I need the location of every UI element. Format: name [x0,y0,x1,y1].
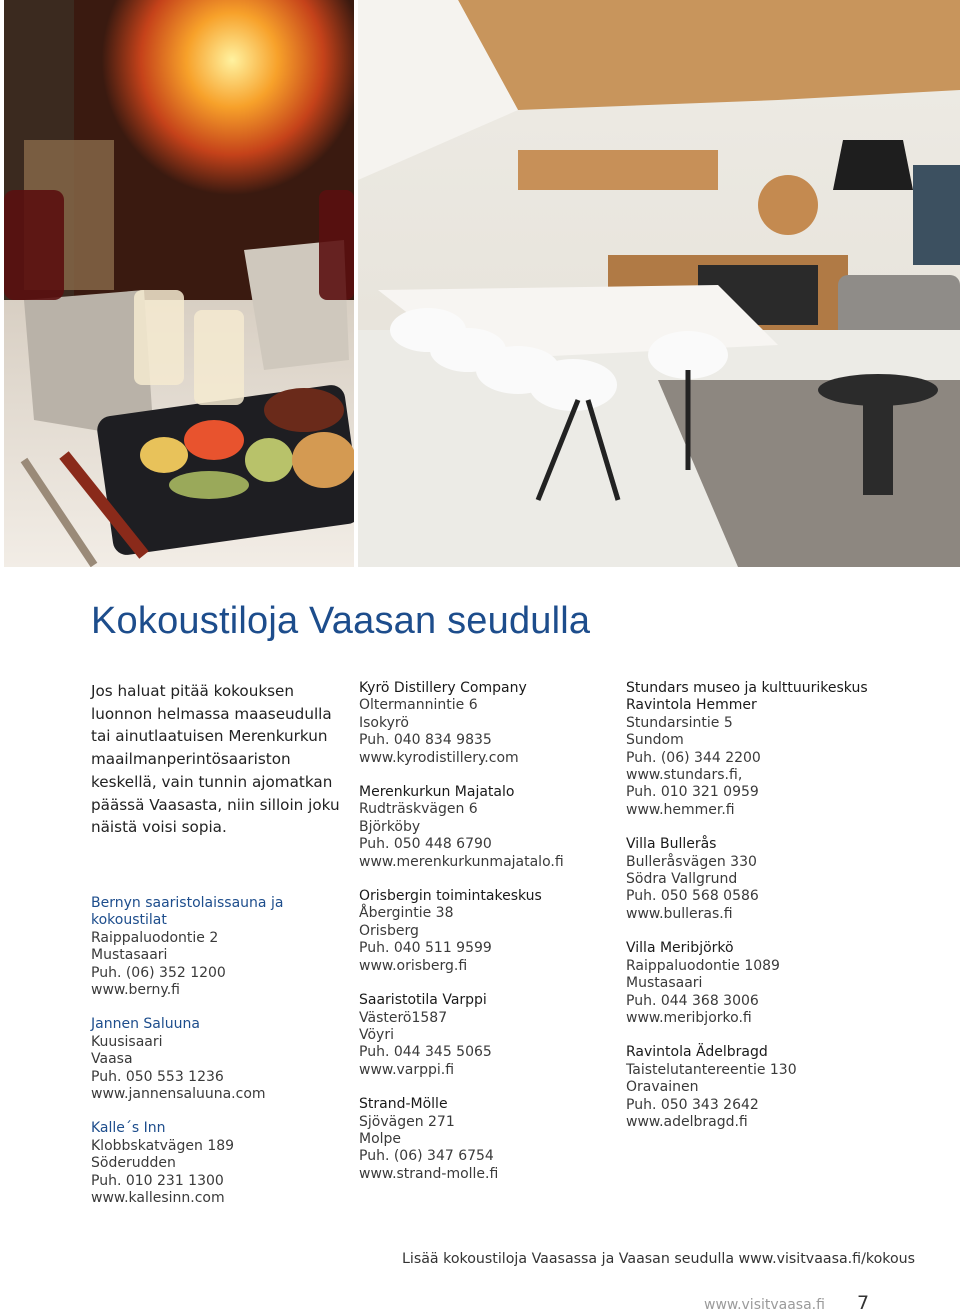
venue-detail-line: Vöyri [359,1026,394,1043]
venue-name: Saaristotila Varppi [359,992,487,1009]
venue-entry [626,836,876,923]
venue-entry [359,1096,609,1183]
venue-detail-line: Mustasaari [91,947,168,964]
venue-name: Villa Meribjörkö [626,940,734,957]
venue-entry [359,992,609,1079]
venue-website-link[interactable]: www.merenkurkunmajatalo.fi [359,853,564,870]
venue-website-link[interactable]: www.bulleras.fi [626,905,733,922]
venue-detail-line: Puh. (06) 352 1200 [91,964,226,981]
venue-entry [91,895,341,999]
venue-entry [626,680,876,819]
venue-detail-line: Kuusisaari [91,1033,163,1050]
meeting-room-photo [358,0,960,567]
venue-name: Kalle´s Inn [91,1120,166,1137]
venue-detail-line: Puh. 050 343 2642 [626,1096,759,1113]
venue-detail-line: Puh. 044 345 5065 [359,1044,492,1061]
venue-detail-line: Söderudden [91,1155,176,1172]
venue-detail-line: Puh. 044 368 3006 [626,992,759,1009]
venue-detail-line: Stundarsintie 5 [626,714,733,731]
venue-website-link[interactable]: www.orisberg.fi [359,957,468,974]
venue-detail-line: Puh. 050 553 1236 [91,1068,224,1085]
venue-name: Ravintola Ädelbragd [626,1044,768,1061]
venue-entry [91,1120,341,1207]
venue-website-link[interactable]: www.kyrodistillery.com [359,749,519,766]
venue-column-1 [91,680,341,1224]
venue-website-link[interactable]: www.hemmer.fi [626,801,735,818]
venue-detail-line: Puh. 010 231 1300 [91,1172,224,1189]
venue-detail-line: Puh. 050 568 0586 [626,888,759,905]
venue-name: Strand-Mölle [359,1096,448,1113]
venue-name: Bernyn saaristolaissauna ja kokoustilat [91,894,284,929]
venue-detail-line: Mustasaari [626,975,703,992]
venue-detail-line: Västerö1587 [359,1009,448,1026]
venue-detail-line: Rudträskvägen 6 [359,801,478,818]
venue-detail-line: Bulleråsvägen 330 [626,853,757,870]
venue-website-link[interactable]: www.kallesinn.com [91,1190,225,1207]
intro-paragraph: Jos haluat pitää kokouksen luonnon helmassa maaseudulla tai ainutlaatuisen Merenkurkun maailmanperintösaariston keskellä, vain tunnin ajomatkan päässä Vaasasta, niin silloin joku näistä voisi sopia. [91,682,340,837]
venue-detail-line: Puh. 040 511 9599 [359,940,492,957]
venue-website-link[interactable]: www.varppi.fi [359,1061,455,1078]
venue-detail-line: Sjövägen 271 [359,1113,455,1130]
venue-entry [359,680,609,767]
venue-detail-line: Vaasa [91,1051,133,1068]
footer-url[interactable]: www.visitvaasa.fi [704,1297,825,1313]
venue-name: Orisbergin toimintakeskus [359,888,542,905]
venue-detail-line: Isokyrö [359,714,409,731]
venue-detail-line: Oravainen [626,1079,699,1096]
venue-entry [359,784,609,871]
venue-detail-line: Orisberg [359,922,419,939]
venue-detail-line: Molpe [359,1130,402,1147]
venue-detail-line: Puh. 010 321 0959 [626,784,759,801]
venue-column-3 [626,680,876,1148]
venue-name: Kyrö Distillery Company [359,680,527,696]
venue-list [91,895,341,1208]
venue-detail-line: Raippaluodontie 1089 [626,957,780,974]
venue-detail-line: Södra Vallgrund [626,871,738,888]
venue-detail-line: Sundom [626,732,684,749]
venue-entry [91,1016,341,1103]
venue-detail-line: Puh. (06) 347 6754 [359,1148,494,1165]
venue-website-link[interactable]: www.stundars.fi, [626,767,743,784]
venue-entry [626,1044,876,1131]
venue-list [626,680,876,1131]
venue-detail-line: Puh. (06) 344 2200 [626,749,761,766]
venue-detail-line: Björköby [359,818,421,835]
venue-website-link[interactable]: www.berny.fi [91,981,180,998]
venue-website-link[interactable]: www.strand-molle.fi [359,1165,499,1182]
page-number: 7 [857,1292,870,1314]
venue-list [359,680,609,1183]
venue-detail-line: Klobbskatvägen 189 [91,1137,235,1154]
venue-entry [359,888,609,975]
venue-entry [626,940,876,1027]
venue-name: Jannen Saluuna [91,1016,200,1033]
venue-name: Stundars museo ja kulttuurikeskus Ravintola Hemmer [626,680,868,714]
venue-website-link[interactable]: www.adelbragd.fi [626,1113,748,1130]
venue-website-link[interactable]: www.jannensaluuna.com [91,1085,266,1102]
venue-name: Villa Bullerås [626,836,717,853]
venue-detail-line: Oltermannintie 6 [359,697,478,714]
venue-detail-line: Raippaluodontie 2 [91,929,219,946]
venue-detail-line: Åbergintie 38 [359,905,454,922]
venue-name: Merenkurkun Majatalo [359,784,515,801]
venue-detail-line: Taistelutantereentie 130 [626,1061,797,1078]
more-venues-link[interactable]: Lisää kokoustiloja Vaasassa ja Vaasan seudulla www.visitvaasa.fi/kokous [402,1251,916,1267]
venue-detail-line: Puh. 040 834 9835 [359,732,492,749]
page-title: Kokoustiloja Vaasan seudulla [91,600,591,642]
venue-detail-line: Puh. 050 448 6790 [359,836,492,853]
venue-website-link[interactable]: www.meribjorko.fi [626,1009,752,1026]
dining-fireplace-photo [4,0,354,567]
venue-column-2 [359,680,609,1200]
